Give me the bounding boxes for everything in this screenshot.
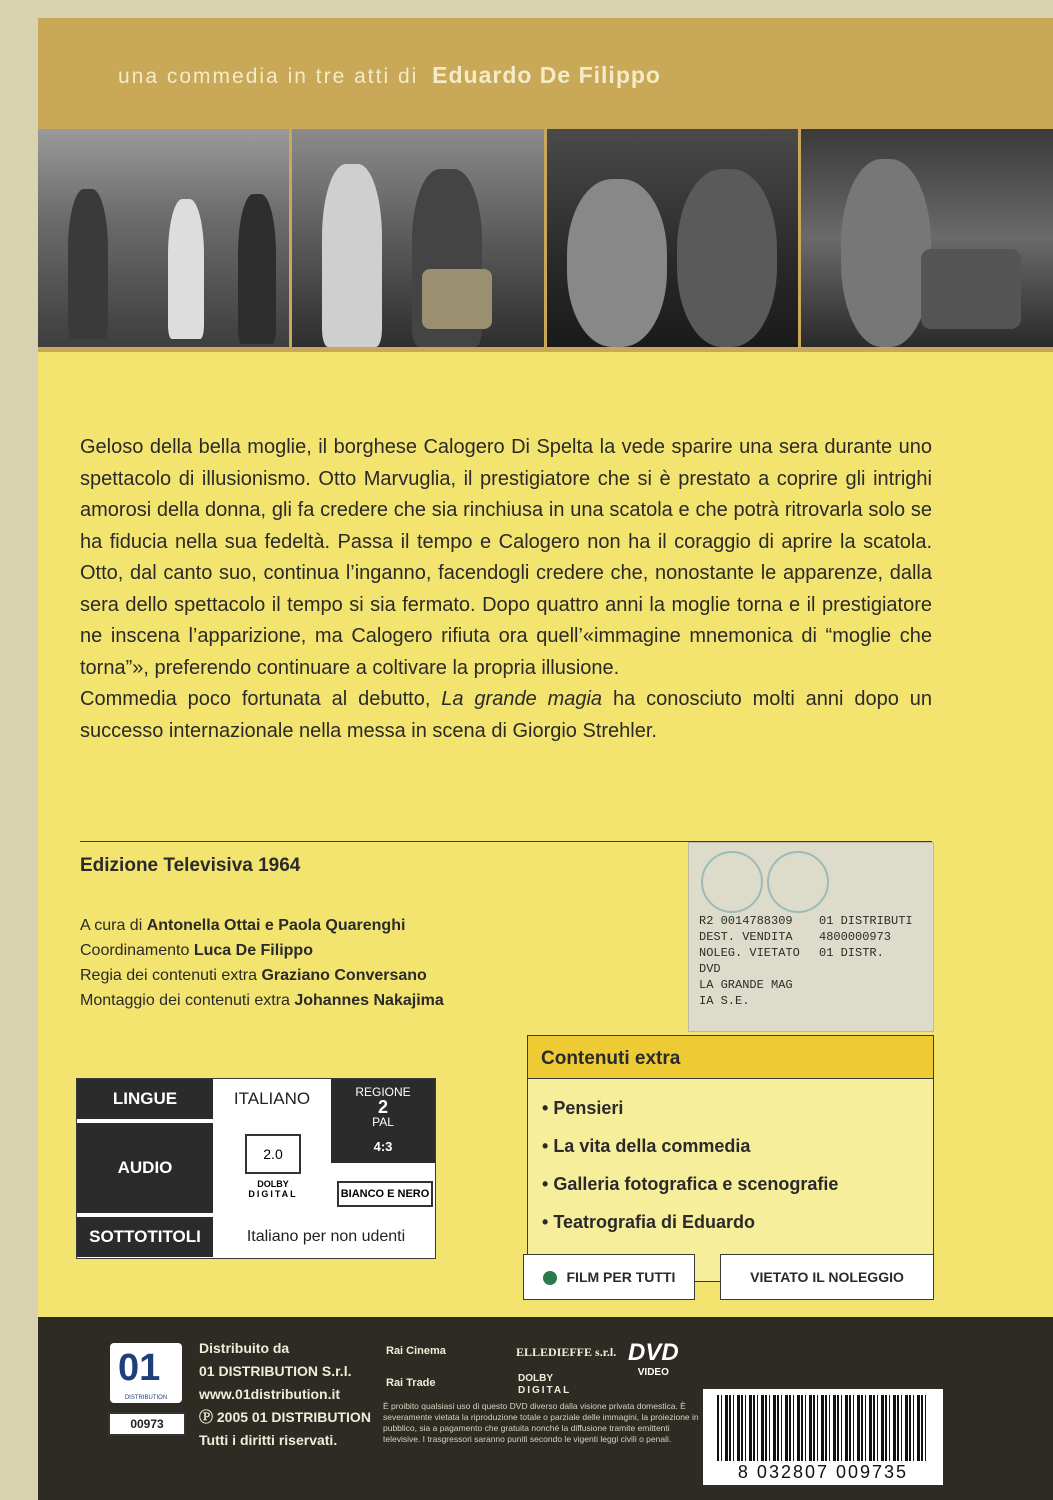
synopsis-paragraph-1: Geloso della bella moglie, il borghese Calogero Di Spelta la vede sparire una sera durante uno spettacolo di illusionismo. Otto Marvuglia, il prestigiatore che si è prestato a coprire gli intrighi amorosi della donna, gli fa credere che sia rinchiusa in una scatola e che potrà ritrovarla solo se ha fiducia nella sua fedeltà. Passa il tempo e Calogero non ha il coraggio di aprire la scatola. Otto, dal canto suo, continua l’inganno, facendogli credere che, nonostante le apparenze, dalla sera dello spettacolo il tempo si sia fermato. Dopo quattro anni la moglie torna e il prestigiatore ne inscena l’apparizione, ma Calogero rifiuta ora quell’«immagine mnemonica di “moglie che torna”», preferendo continuare a coltivare la propria illusione. [80,436,932,679]
lingue-label: LINGUE [77,1079,213,1119]
aspect-ratio: 4:3 [373,1139,393,1154]
footer [38,1317,1053,1500]
sottotitoli-label: SOTTOTITOLI [77,1217,213,1257]
edition-label: Edizione Televisiva 1964 [80,855,301,876]
tagline [118,62,661,89]
barcode [703,1389,943,1485]
siae-sticker [688,842,934,1032]
extras-item: • Teatrografia di Eduardo [542,1207,933,1245]
author-name: Eduardo De Filippo [432,62,661,88]
scene-photo-2 [292,129,543,347]
credit-line: Coordinamento Luca De Filippo [80,942,313,959]
credit-line: Regia dei contenuti extra Graziano Conversano [80,967,427,984]
regione-label: REGIONE [355,1085,411,1099]
catalog-code: 00973 [108,1412,186,1436]
seal-icon [767,851,829,913]
audio-box: 2.0 [245,1134,301,1174]
barcode-bars [717,1395,929,1461]
vietato-noleggio-badge: VIETATO IL NOLEGGIO [720,1254,934,1300]
synopsis-p2-end: ha conosciuto molti anni dopo un successo internazionale nella messa in scena di Giorgio Strehler. [80,688,933,742]
01-distribution-logo: 01 DISTRIBUTION [110,1343,182,1403]
play-title: La grande magia [441,688,603,710]
scene-photo-3 [547,129,798,347]
color-badge: BIANCO E NERO [337,1181,433,1207]
sticker-text: R2 0014788309 DEST. VENDITA NOLEG. VIETATO DVD LA GRANDE MAG IA S.E. [699,914,800,1008]
lingue-value: ITALIANO [233,1089,311,1108]
barcode-digits: 8 032807 009735 [737,1462,909,1482]
film-per-tutti-badge: FILM PER TUTTI [523,1254,695,1300]
extras-title: Contenuti extra [528,1036,933,1079]
synopsis-paragraph-2 [80,684,932,747]
photo-strip [38,129,1053,347]
rating-icon [543,1271,557,1285]
extras-list [528,1079,933,1245]
scene-photo-1 [38,129,289,347]
elledieffe-logo: ELLEDIEFFE s.r.l. [516,1345,617,1359]
rai-trade-logo: Rai Trade [386,1377,436,1389]
extras-box [527,1035,934,1282]
extras-item: • Pensieri [542,1093,933,1131]
dvd-video-logo: DVD VIDEO [628,1339,679,1378]
synopsis-p2-start: Commedia poco fortunata al debutto, [80,688,442,710]
seal-icon [701,851,763,913]
audio-label: AUDIO [77,1123,213,1213]
regione-value: 2 [377,1097,388,1117]
dolby-digital-logo: DOLBY DIGITAL [248,1179,298,1199]
extras-item: • La vita della commedia [542,1131,933,1169]
synopsis [80,432,932,747]
pal-label: PAL [372,1115,394,1129]
credit-line: Montaggio dei contenuti extra Johannes Nakajima [80,992,444,1009]
header-band [38,18,1053,352]
credit-line: A cura di Antonella Ottai e Paola Quarenghi [80,917,406,934]
extras-item: • Galleria fotografica e scenografie [542,1169,933,1207]
regione-box [331,1079,435,1163]
sticker-text-2: 01 DISTRIBUTI 4800000973 01 DISTR. [819,914,913,960]
rai-cinema-logo: Rai Cinema [386,1345,446,1357]
dolby-digital-footer-logo: DOLBY DIGITAL [518,1373,572,1396]
distributor-info: Distribuito da 01 DISTRIBUTION S.r.l. www.01distribution.it Ⓟ 2005 01 DISTRIBUTION Tutti i diritti riservati. [199,1340,371,1448]
legal-notice: È proibito qualsiasi uso di questo DVD diverso dalla visione privata domestica. È severamente vietata la riproduzione totale o parziale delle immagini, la proiezione in pubblico, sia a pagamento che gratuita nonché la diffusione tramite emittenti televisive. I trasgressori saranno puniti secondo le vigenti leggi civili o penali. [383,1401,699,1444]
tagline-text: una commedia in tre atti di [118,65,419,88]
credits [80,913,444,1013]
scene-photo-4 [801,129,1053,347]
tech-specs-table [76,1078,436,1259]
sottotitoli-value: Italiano per non udenti [246,1228,406,1245]
